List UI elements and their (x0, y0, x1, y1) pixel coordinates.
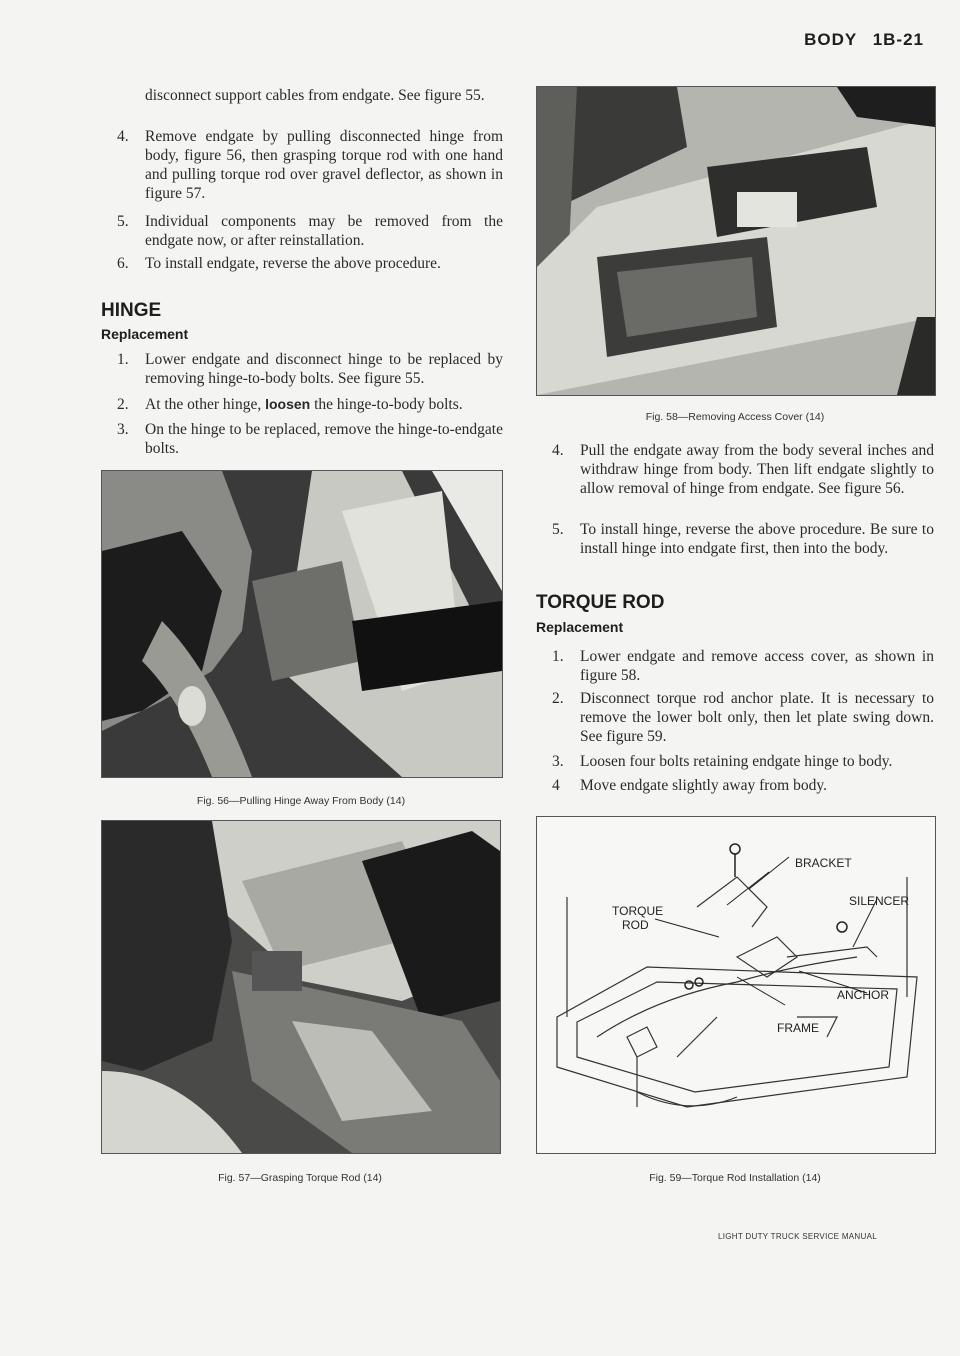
step-a-4: 4. Remove endgate by pulling disconnected hinge from body, figure 56, then grasping torque rod with one hand and pulling torque rod over gravel deflector, as shown in figure 57. (117, 128, 503, 202)
fig59-diagram (536, 816, 936, 1154)
bolt-icon (730, 844, 740, 854)
label-silencer: SILENCER (849, 894, 910, 908)
hinge-heading: HINGE (101, 300, 162, 321)
footer-manual-title: LIGHT DUTY TRUCK SERVICE MANUAL (718, 1232, 877, 1241)
label-rod: ROD (622, 918, 649, 932)
page-header (794, 30, 924, 50)
section-name: BODY (804, 30, 857, 49)
torque-rod-subheading: Replacement (536, 619, 624, 635)
fig59-caption: Fig. 59—Torque Rod Installation (14) (649, 1172, 821, 1184)
label-anchor: ANCHOR (837, 988, 890, 1002)
torque-step-3: 3. Loosen four bolts retaining endgate hinge to body. (552, 753, 893, 770)
fig58-caption: Fig. 58—Removing Access Cover (14) (645, 411, 825, 423)
torque-step-4: 4 Move endgate slightly away from body. (552, 777, 827, 794)
torque-step-2: 2. Disconnect torque rod anchor plate. It is necessary to remove the lower bolt only, then let plate swing down. See figure 59. (552, 690, 934, 745)
fig57-photo (101, 820, 501, 1154)
fig58-photo (536, 86, 936, 396)
step-b-5: 5. To install hinge, reverse the above procedure. Be sure to install hinge into endgate first, then into the body. (552, 521, 934, 557)
torque-rod-heading: TORQUE ROD (536, 592, 665, 613)
intro-paragraph: disconnect support cables from endgate. See figure 55. (145, 87, 485, 104)
torque-step-1: 1. Lower endgate and remove access cover, as shown in figure 58. (552, 648, 934, 684)
loosen-emphasis: loosen (265, 396, 311, 412)
hinge-step-2: 2. At the other hinge, loosen the hinge-to-body bolts. (117, 396, 463, 413)
fig57-caption: Fig. 57—Grasping Torque Rod (14) (218, 1172, 382, 1184)
label-frame: FRAME (777, 1021, 819, 1035)
fig56-photo (101, 470, 503, 778)
fig56-caption: Fig. 56—Pulling Hinge Away From Body (14) (196, 795, 406, 807)
label-torque: TORQUE (612, 904, 664, 918)
step-b-4: 4. Pull the endgate away from the body several inches and withdraw hinge from body. Then lift endgate slightly to allow removal of hinge from endgate. See figure 56. (552, 442, 934, 497)
hinge-step-1: 1. Lower endgate and disconnect hinge to be replaced by removing hinge-to-body bolts. See figure 55. (117, 351, 503, 387)
label-bracket: BRACKET (795, 856, 852, 870)
step-a-6: 6. To install endgate, reverse the above procedure. (117, 255, 441, 272)
hinge-subheading: Replacement (101, 326, 189, 342)
hinge-step-3: 3. On the hinge to be replaced, remove the hinge-to-endgate bolts. (117, 421, 503, 457)
step-a-5: 5. Individual components may be removed from the endgate now, or after reinstallation. (117, 213, 503, 249)
page-number: 1B-21 (872, 30, 924, 49)
